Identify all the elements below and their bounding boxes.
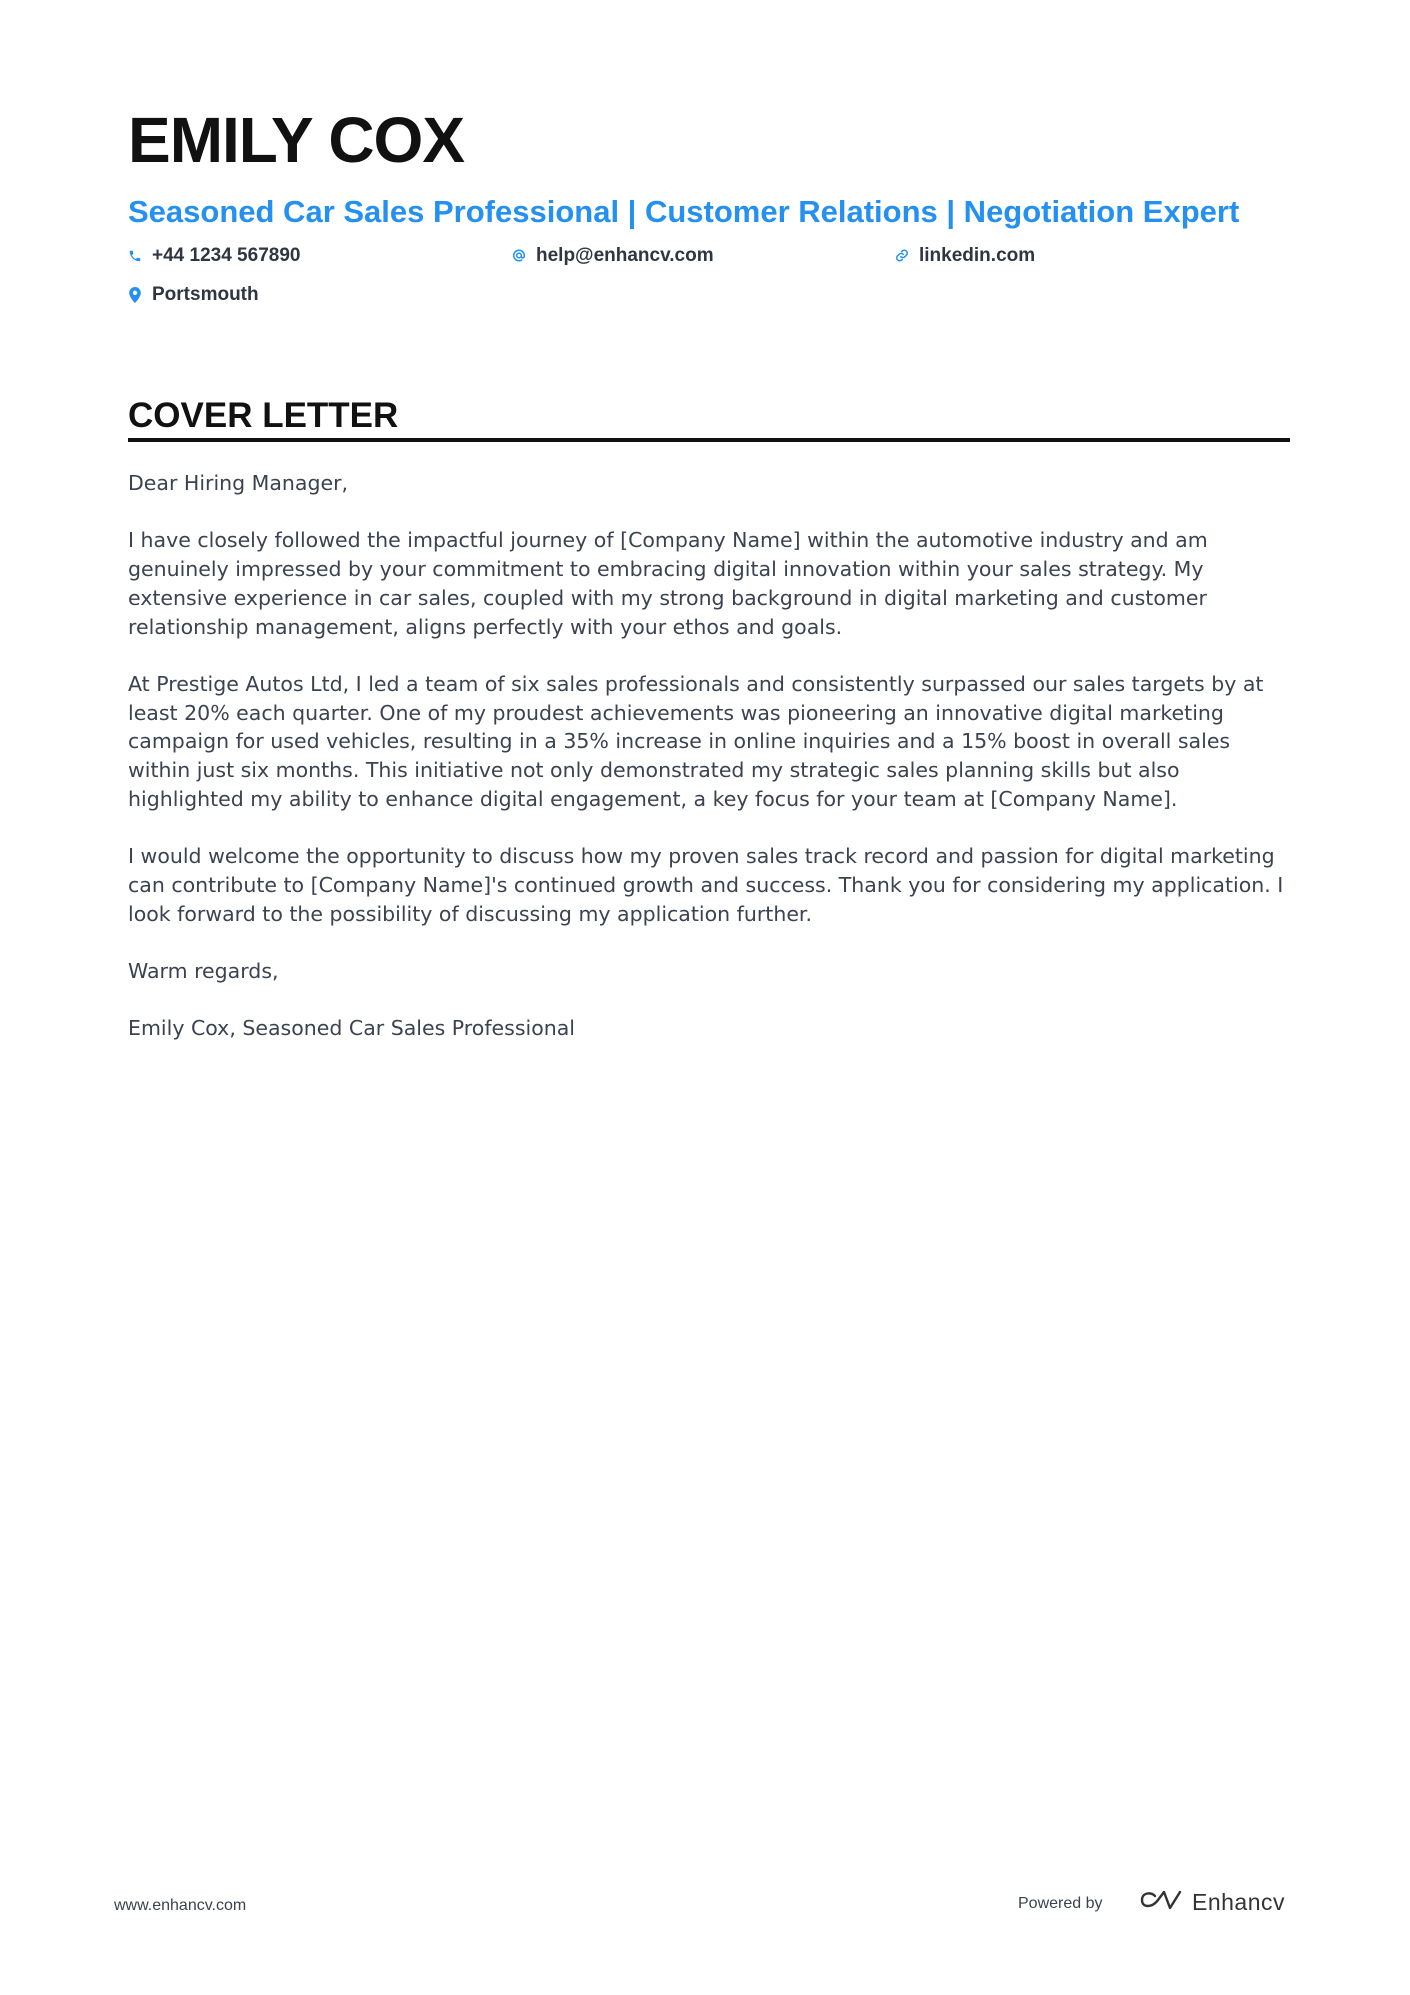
linkedin-text: linkedin.com	[919, 245, 1036, 266]
email-text: help@enhancv.com	[536, 245, 714, 266]
contact-email[interactable]	[512, 246, 714, 265]
powered-by-label: Powered by	[1018, 1895, 1103, 1912]
applicant-name: EMILY COX	[128, 104, 464, 176]
at-icon	[512, 248, 526, 264]
letter-paragraph: I would welcome the opportunity to discuss how my proven sales track record and passion for digital marketing can contribute to [Company Name]'s continued growth and success. Thank you for considering my application. I look forward to the possibility of discussing my application further.	[128, 844, 1284, 926]
letter-greeting: Dear Hiring Manager,	[128, 471, 349, 495]
enhancv-brand[interactable]	[1138, 1888, 1285, 1917]
footer-url[interactable]: www.enhancv.com	[114, 1897, 247, 1914]
applicant-headline: Seasoned Car Sales Professional | Customer Relations | Negotiation Expert	[128, 194, 1240, 229]
section-title: COVER LETTER	[128, 396, 399, 435]
map-pin-icon	[128, 287, 142, 303]
link-icon	[895, 248, 909, 264]
phone-icon	[128, 248, 142, 264]
brand-name: Enhancv	[1192, 1889, 1286, 1915]
phone-text: +44 1234 567890	[152, 245, 301, 266]
letter-paragraph: At Prestige Autos Ltd, I led a team of six sales professionals and consistently surpassed our sales targets by at least 20% each quarter. One of my proudest achievements was pioneering an innovative digital marketing campaign for used vehicles, resulting in a 35% increase in online inquiries and a 15% boost in overall sales within just six months. This initiative not only demonstrated my strategic sales planning skills but also highlighted my ability to enhance digital engagement, a key focus for your team at [Company Name].	[128, 671, 1264, 811]
contact-location	[128, 285, 259, 304]
section-divider	[128, 438, 1290, 442]
contact-linkedin[interactable]	[895, 246, 1035, 265]
letter-closing: Warm regards,	[128, 958, 279, 983]
letter-paragraph: I have closely followed the impactful journey of [Company Name] within the automotive industry and am genuinely impressed by your commitment to embracing digital innovation within your sales strategy. My extensive experience in car sales, coupled with my strong background in digital marketing and customer relationship management, aligns perfectly with your ethos and goals.	[128, 528, 1208, 639]
letter-body	[128, 469, 1290, 1072]
contact-phone[interactable]	[128, 246, 300, 265]
location-text: Portsmouth	[152, 284, 259, 305]
letter-signature: Emily Cox, Seasoned Car Sales Professional	[128, 1016, 575, 1041]
enhancv-logo-icon	[1138, 1888, 1184, 1917]
